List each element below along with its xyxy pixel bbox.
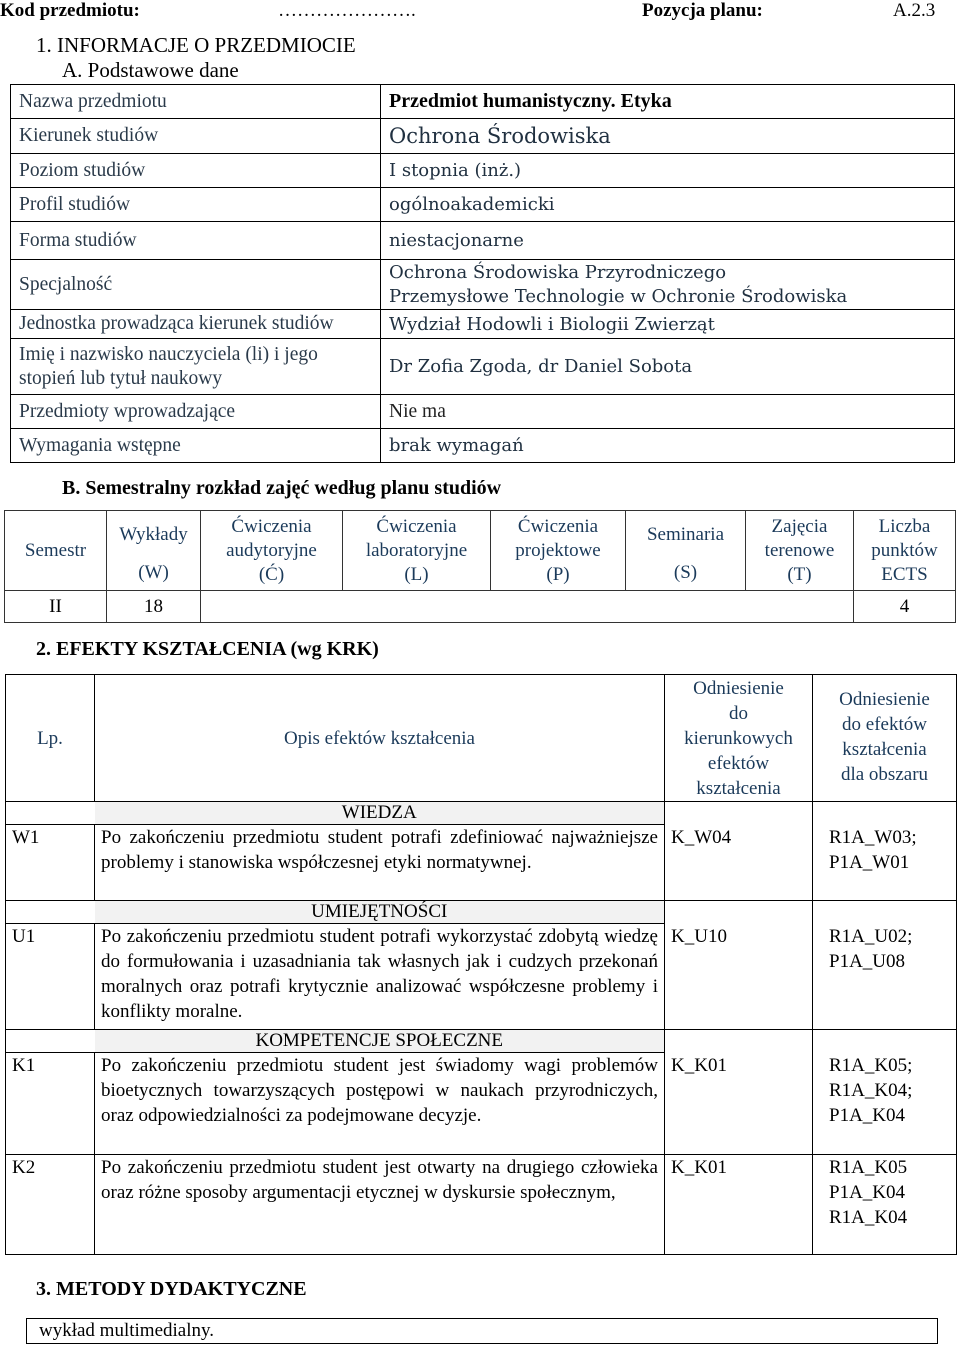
col-seminaria (626, 511, 746, 591)
odn-kier-4: efektów (707, 752, 770, 774)
obsz-line: P1A_W01 (829, 851, 910, 873)
opis-cell: Po zakończeniu przedmiotu student jest otwarty na drugiego człowieka oraz różne sposoby argumentacji etycznej w dyskursie społecznym, (95, 1155, 665, 1255)
odn-obsz-4: dla obszaru (840, 764, 929, 785)
table-row (11, 260, 955, 310)
row-label (11, 339, 381, 395)
effects-table (5, 674, 957, 1255)
col-ects (854, 511, 956, 591)
basic-info-table (10, 84, 955, 463)
col-cw-lab (343, 511, 491, 591)
schedule-table (4, 510, 956, 623)
row-value: niestacjonarne (381, 222, 955, 260)
ects-3: ECTS (881, 563, 928, 585)
table-row (11, 310, 955, 339)
obsz-cell (813, 1053, 957, 1155)
section3-title: 3. METODY DYDAKTYCZNE (36, 1278, 307, 1300)
band-kompetencje: KOMPETENCJE SPOŁECZNE (95, 1030, 665, 1053)
band-umiejetnosci: UMIEJĘTNOŚCI (95, 901, 665, 924)
table-row (11, 119, 955, 154)
odn-kier-3: kierunkowych (684, 727, 793, 749)
methods-value: wykład multimedialny. (27, 1319, 938, 1344)
band-spacer (665, 802, 813, 825)
col-semestr (5, 511, 107, 591)
row-label: Nazwa przedmiotu (11, 85, 381, 119)
cw-lab-1: Ćwiczenia (376, 515, 457, 537)
odn-obsz-header (813, 675, 957, 802)
zaj-2: terenowe (764, 539, 835, 561)
kier-cell: K_K01 (665, 1053, 813, 1155)
band-spacer (6, 802, 95, 825)
band-spacer (6, 1030, 95, 1053)
kier-cell: K_W04 (665, 825, 813, 901)
kier-cell: K_K01 (665, 1155, 813, 1255)
table-row (6, 1053, 957, 1155)
table-row (11, 188, 955, 222)
band-spacer (813, 1030, 957, 1053)
obsz-cell (813, 924, 957, 1030)
obsz-cell (813, 1155, 957, 1255)
sectionA-title: A. Podstawowe dane (62, 58, 239, 82)
wyklady-code: (W) (138, 561, 169, 583)
obsz-line: R1A_U02; (829, 925, 913, 947)
band-row (6, 1030, 957, 1053)
lp-cell: K2 (6, 1155, 95, 1255)
band-spacer (665, 901, 813, 924)
ects-value: 4 (854, 591, 956, 623)
table-row (6, 1155, 957, 1255)
table-row (11, 154, 955, 188)
band-spacer (813, 901, 957, 924)
obsz-line: R1A_K04; (829, 1079, 913, 1101)
band-row (6, 802, 957, 825)
wyklady-header: Wykłady (119, 523, 188, 545)
table-row (6, 924, 957, 1030)
label-line-1: Imię i nazwisko nauczyciela (li) i jego (19, 343, 318, 365)
wyklady-value: 18 (107, 591, 201, 623)
obsz-line: P1A_U08 (829, 950, 906, 972)
cw-lab-2: laboratoryjne (365, 539, 468, 561)
row-label: Forma studiów (11, 222, 381, 260)
zaj-1: Zajęcia (771, 515, 828, 537)
section1-title: 1. INFORMACJE O PRZEDMIOCIE (36, 33, 356, 57)
band-spacer (813, 802, 957, 825)
cw-aud-2: audytoryjne (226, 539, 317, 561)
obsz-line: R1A_K05 (829, 1157, 908, 1178)
row-value: brak wymagań (381, 429, 955, 463)
cw-lab-code: (L) (404, 563, 429, 585)
table-row (6, 825, 957, 901)
row-label: Specjalność (11, 260, 381, 310)
methods-table (26, 1318, 938, 1344)
table-row (5, 591, 956, 623)
row-label: Poziom studiów (11, 154, 381, 188)
odn-kier-header (665, 675, 813, 802)
row-value: Dr Zofia Zgoda, dr Daniel Sobota (381, 339, 955, 395)
row-value: Ochrona Środowiska (381, 119, 955, 154)
band-row (6, 901, 957, 924)
empty-cells (201, 591, 854, 623)
band-wiedza: WIEDZA (95, 802, 665, 825)
cw-proj-2: projektowe (515, 539, 601, 561)
opis-cell: Po zakończeniu przedmiotu student potrafi wykorzystać zdobytą wiedzę do formułowania i uzasadniania tak własnych jak i cudzych przekonań moralnych oraz potrafi krytycznie analizować współczesne problemy i konflikty moralne. (95, 924, 665, 1030)
table-row (27, 1319, 938, 1344)
row-value: I stopnia (inż.) (381, 154, 955, 188)
row-label: Przedmioty wprowadzające (11, 395, 381, 429)
col-cw-aud (201, 511, 343, 591)
pozycja-value: A.2.3 (893, 0, 936, 21)
opis-cell: Po zakończeniu przedmiotu student jest świadomy wagi problemów bioetycznych towarzyszących postępowi w naukach przyrodniczych, oraz odpowiedzialności za podejmowane decyzje. (95, 1053, 665, 1155)
col-zajecia (746, 511, 854, 591)
lp-cell: K1 (6, 1053, 95, 1155)
obsz-line: R1A_K05; (829, 1054, 913, 1076)
table-row (11, 429, 955, 463)
opis-header: Opis efektów kształcenia (95, 675, 665, 802)
semestr-header: Semestr (24, 539, 87, 561)
cw-aud-code: (Ć) (258, 563, 285, 585)
odn-kier-1: Odniesienie (693, 677, 784, 699)
semestr-value: II (5, 591, 107, 623)
kod-label: Kod przedmiotu: (0, 0, 140, 21)
col-cw-proj (491, 511, 626, 591)
row-value: ogólnoakademicki (381, 188, 955, 222)
cw-proj-code: (P) (546, 563, 570, 585)
odn-kier-5: kształcenia (696, 777, 781, 799)
section2-title: 2. EFEKTY KSZTAŁCENIA (wg KRK) (36, 638, 379, 660)
lp-cell: W1 (6, 825, 95, 901)
label-line-2: stopień lub tytuł naukowy (19, 367, 223, 389)
row-value (381, 260, 955, 310)
band-spacer (665, 1030, 813, 1053)
opis-cell: Po zakończeniu przedmiotu student potrafi zdefiniować najważniejsze problemy i stanowiska współczesnej etyki normatywnej. (95, 825, 665, 901)
sectionB-title: B. Semestralny rozkład zajęć według planu studiów (62, 477, 502, 499)
row-label: Kierunek studiów (11, 119, 381, 154)
table-header-row (5, 511, 956, 591)
ects-2: punktów (871, 539, 938, 561)
obsz-cell (813, 825, 957, 901)
specjalnosc-1: Ochrona Środowiska Przyrodniczego (389, 261, 727, 283)
seminaria-header: Seminaria (646, 523, 725, 545)
odn-obsz-3: kształcenia (842, 739, 927, 760)
odn-obsz-2: do efektów (842, 714, 927, 735)
obsz-line: P1A_K04 (829, 1182, 906, 1203)
table-row (11, 85, 955, 119)
zaj-code: (T) (787, 563, 812, 585)
table-row (11, 222, 955, 260)
obsz-line: R1A_K04 (829, 1207, 908, 1228)
kier-cell: K_U10 (665, 924, 813, 1030)
specjalnosc-2: Przemysłowe Technologie w Ochronie Środowiska (389, 285, 848, 307)
seminaria-code: (S) (673, 561, 698, 583)
ects-1: Liczba (878, 515, 931, 537)
cw-aud-1: Ćwiczenia (231, 515, 312, 537)
table-row (11, 339, 955, 395)
pozycja-label: Pozycja planu: (642, 0, 763, 21)
kod-value: …………………. (278, 0, 416, 21)
odn-kier-2: do (729, 702, 748, 724)
row-value: Wydział Hodowli i Biologii Zwierząt (381, 310, 955, 339)
obsz-line: R1A_W03; (829, 826, 917, 848)
band-spacer (6, 901, 95, 924)
table-header-row (6, 675, 957, 802)
cw-proj-1: Ćwiczenia (517, 515, 599, 537)
lp-header: Lp. (6, 675, 95, 802)
row-label: Jednostka prowadząca kierunek studiów (11, 310, 381, 339)
table-row (11, 395, 955, 429)
lp-cell: U1 (6, 924, 95, 1030)
row-value: Przedmiot humanistyczny. Etyka (381, 85, 955, 119)
row-value: Nie ma (381, 395, 955, 429)
row-label: Wymagania wstępne (11, 429, 381, 463)
row-label: Profil studiów (11, 188, 381, 222)
obsz-line: P1A_K04 (829, 1104, 906, 1126)
odn-obsz-1: Odniesienie (839, 689, 930, 710)
col-wyklady (107, 511, 201, 591)
